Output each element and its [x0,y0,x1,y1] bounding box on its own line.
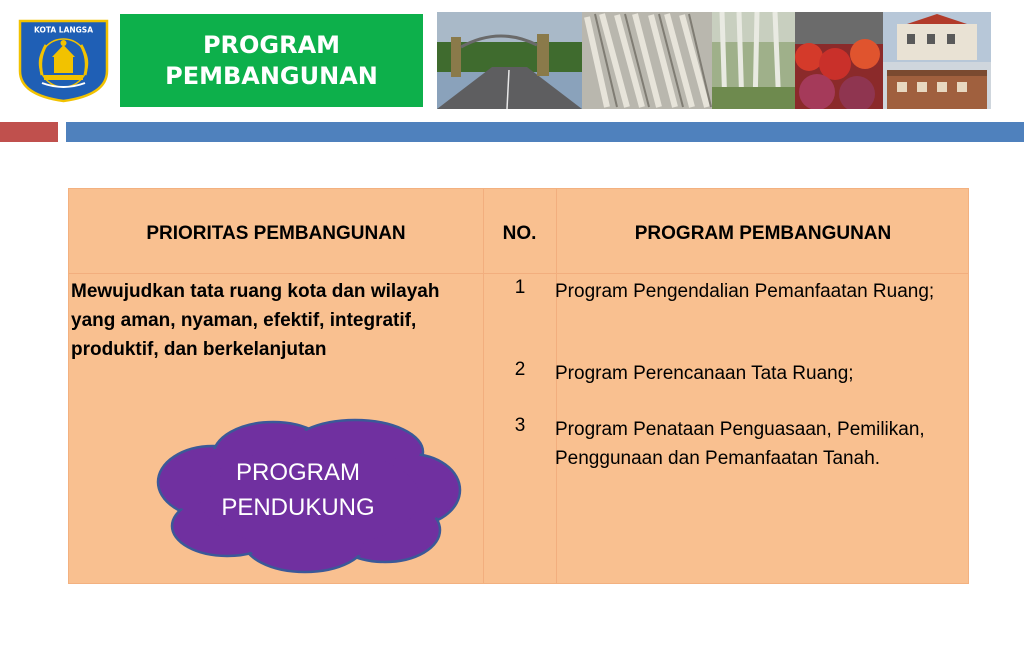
priority-text: Mewujudkan tata ruang kota dan wilayah yang aman, nyaman, efektif, integratif, produktif, dan berkelanjutan [71,281,440,360]
title-box [120,14,423,107]
program-item-2: Program Perencanaan Tata Ruang; [555,363,854,384]
building-photo-1 [883,12,991,62]
dried-fish-photo [582,12,712,109]
column-divider [483,189,484,583]
header-prioritas: PRIORITAS PEMBANGUNAN [146,223,406,244]
row-number-1: 1 [514,277,526,298]
trees-photo [712,12,795,109]
logo-text: KOTA LANGSA [33,25,94,35]
cloud-label [155,455,441,525]
header-no: NO. [502,223,537,244]
building-photo-2 [883,62,991,109]
row-number-3: 3 [514,415,526,436]
accent-bar-red [0,122,58,142]
header-program: PROGRAM PEMBANGUNAN [634,223,892,244]
kota-langsa-logo [16,19,111,103]
accent-bar-blue [66,122,1024,142]
photo-collage [437,12,991,109]
program-item-1: Program Pengendalian Pemanfaatan Ruang; [555,281,935,302]
cloud-line-2: PENDUKUNG [221,494,375,521]
road-gate-photo [437,12,582,109]
row-number-2: 2 [514,359,526,380]
title-line-1: PROGRAM [202,30,341,59]
header-divider [69,273,968,274]
market-photo [795,12,883,109]
program-item-3: Program Penataan Penguasaan, Pemilikan, Penggunaan dan Pemanfaatan Tanah. [555,419,925,469]
cloud-line-1: PROGRAM [235,459,360,486]
title-line-2: PEMBANGUNAN [165,61,378,90]
